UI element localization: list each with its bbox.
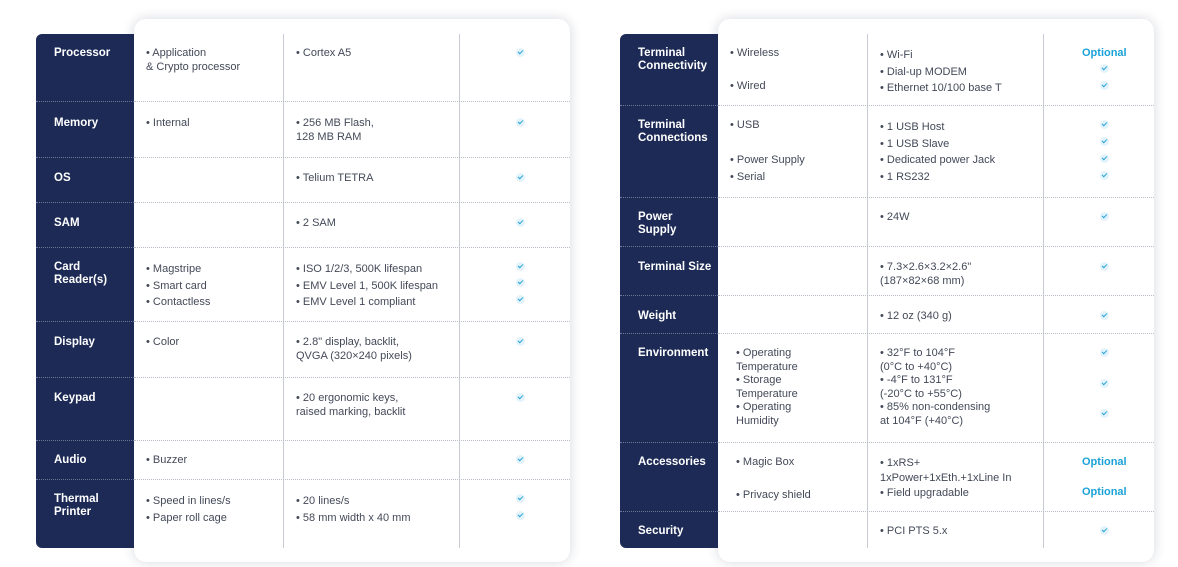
optional-badge: Optional xyxy=(1082,456,1127,468)
row-label-terminal-size: Terminal Size xyxy=(638,261,712,273)
spec-thermal-printer: • 20 lines/s • 58 mm width x 40 mm xyxy=(296,495,411,524)
check-circle-icon xyxy=(1100,171,1109,180)
label-column xyxy=(620,34,718,548)
spec-power-supply: • 24W xyxy=(880,211,910,223)
label-column xyxy=(36,34,134,548)
check-circle-icon xyxy=(516,218,525,227)
row-label-memory: Memory xyxy=(54,117,99,129)
row-label-keypad: Keypad xyxy=(54,392,96,404)
check-circle-icon xyxy=(1100,311,1109,320)
spec-sam: • 2 SAM xyxy=(296,217,336,229)
spec-accessories: • 1xRS+ 1xPower+1xEth.+1xLine In • Field upgradable xyxy=(880,457,1012,499)
feature-processor: • Application & Crypto processor xyxy=(146,47,241,73)
check-circle-icon xyxy=(1100,262,1109,271)
spec-security: • PCI PTS 5.x xyxy=(880,525,948,537)
check-circle-icon xyxy=(516,295,525,304)
feature-environment: • Operating Temperature • Storage Temperature • Operating Humidity xyxy=(736,347,798,427)
check-circle-icon xyxy=(1100,81,1109,90)
row-label-audio: Audio xyxy=(54,454,87,466)
row-label-processor: Processor xyxy=(54,47,111,59)
spec-card-readers: • ISO 1/2/3, 500K lifespan • EMV Level 1, 500K lifespan • EMV Level 1 compliant xyxy=(296,263,439,308)
feature-thermal-printer: • Speed in lines/s • Paper roll cage xyxy=(146,495,231,524)
spec-memory: • 256 MB Flash, 128 MB RAM xyxy=(296,117,374,143)
check-circle-icon xyxy=(1100,64,1109,73)
check-circle-icon xyxy=(516,455,525,464)
row-label-security: Security xyxy=(638,525,684,537)
spec-display: • 2.8" display, backlit, QVGA (320×240 pixels) xyxy=(296,336,412,362)
feature-usb: • USB xyxy=(730,119,760,131)
spec-keypad: • 20 ergonomic keys, raised marking, backlit xyxy=(296,392,406,418)
check-circle-icon xyxy=(1100,409,1109,418)
feature-magic-box: • Magic Box xyxy=(736,456,795,468)
spec-table-left xyxy=(36,19,570,562)
check-circle-icon xyxy=(1100,120,1109,129)
spec-processor: • Cortex A5 xyxy=(296,47,352,59)
feature-card-readers: • Magstripe • Smart card • Contactless xyxy=(146,263,211,308)
check-circle-icon xyxy=(1100,526,1109,535)
check-circle-icon xyxy=(516,511,525,520)
check-circle-icon xyxy=(516,48,525,57)
check-circle-icon xyxy=(516,173,525,182)
spec-terminal-size: • 7.3×2.6×3.2×2.6" (187×82×68 mm) xyxy=(880,261,972,287)
check-circle-icon xyxy=(516,118,525,127)
spec-terminal-connections: • 1 USB Host • 1 USB Slave • Dedicated power Jack • 1 RS232 xyxy=(880,121,996,183)
check-circle-icon xyxy=(1100,212,1109,221)
row-label-terminal-connectivity: Terminal Connectivity xyxy=(638,47,708,72)
row-label-accessories: Accessories xyxy=(638,456,706,468)
check-circle-icon xyxy=(516,262,525,271)
optional-badge: Optional xyxy=(1082,486,1127,498)
check-circle-icon xyxy=(516,494,525,503)
row-label-card-readers: Card Reader(s) xyxy=(54,261,108,286)
check-circle-icon xyxy=(1100,154,1109,163)
spec-weight: • 12 oz (340 g) xyxy=(880,310,952,322)
row-label-weight: Weight xyxy=(638,310,677,322)
row-label-display: Display xyxy=(54,336,95,348)
row-label-power-supply: Power Supply xyxy=(638,211,677,236)
feature-memory: • Internal xyxy=(146,117,190,129)
feature-privacy-shield: • Privacy shield xyxy=(736,489,811,501)
check-circle-icon xyxy=(1100,137,1109,146)
check-circle-icon xyxy=(516,393,525,402)
spec-terminal-connectivity: • Wi-Fi • Dial-up MODEM • Ethernet 10/100 base T xyxy=(880,49,1002,94)
spec-table-right xyxy=(620,19,1154,562)
spec-environment: • 32°F to 104°F (0°C to +40°C) • -4°F to 131°F (-20°C to +55°C) • 85% non-condensing at 104°F (+40°C) xyxy=(880,347,991,427)
row-label-terminal-connections: Terminal Connections xyxy=(638,119,708,144)
row-label-os: OS xyxy=(54,172,71,184)
check-circle-icon xyxy=(1100,379,1109,388)
optional-badge: Optional xyxy=(1082,47,1127,59)
row-label-sam: SAM xyxy=(54,217,80,229)
feature-display: • Color xyxy=(146,336,180,348)
feature-audio: • Buzzer xyxy=(146,454,188,466)
check-circle-icon xyxy=(1100,348,1109,357)
check-circle-icon xyxy=(516,337,525,346)
row-label-thermal-printer: Thermal Printer xyxy=(54,493,99,518)
check-circle-icon xyxy=(516,278,525,287)
feature-wired: • Wired xyxy=(730,80,766,92)
row-label-environment: Environment xyxy=(638,347,709,359)
spec-os: • Telium TETRA xyxy=(296,172,374,184)
feature-wireless: • Wireless xyxy=(730,47,780,59)
feature-power-serial: • Power Supply • Serial xyxy=(730,154,805,183)
